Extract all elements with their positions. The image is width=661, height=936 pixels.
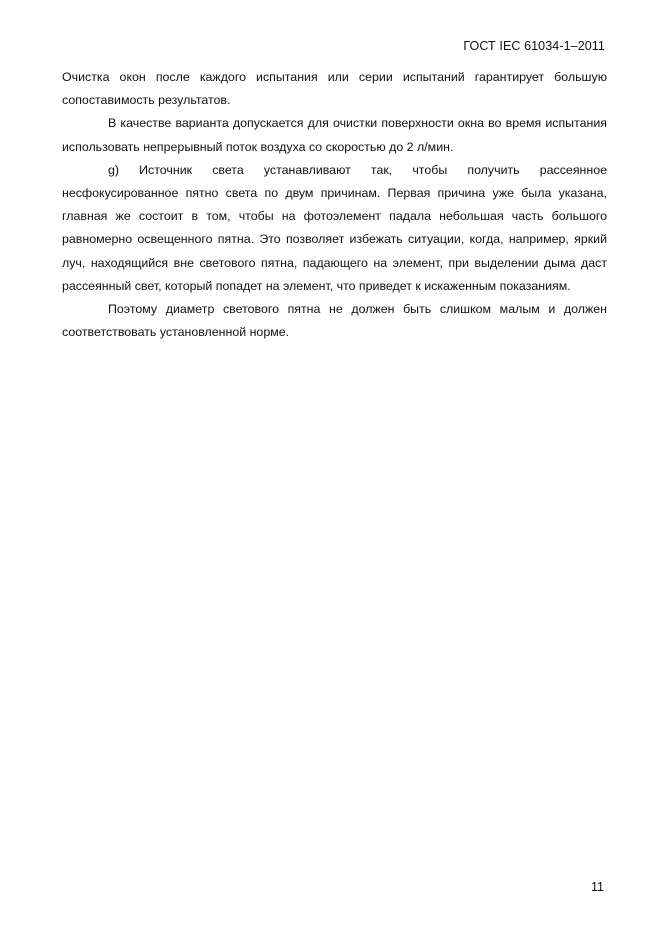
paragraph-spot-diameter: Поэтому диаметр светового пятна не должен быть слишком малым и должен соответствовать установленной норме. xyxy=(62,302,607,340)
paragraph-light-source: g) Источник света устанавливают так, чтобы получить рассеянное несфокусированное пятно света по двум причинам. Первая причина уже была указана, главная же состоит в том, чтобы на фотоэлемент падала небольшая часть большого равномерно освещенного пятна. Это позволяет избежать ситуации, когда, например, яркий луч, находящийся вне светового пятна, падающего на элемент, при выделении дыма даст рассеянный свет, который попадет на элемент, что приведет к искаженным показаниям. xyxy=(62,162,607,293)
document-header-code: ГОСТ IEC 61034-1–2011 xyxy=(463,39,605,53)
page-number: 11 xyxy=(591,880,604,894)
paragraph-airflow-option: В качестве варианта допускается для очистки поверхности окна во время испытания использовать непрерывный поток воздуха со скоростью до 2 л/мин. xyxy=(62,116,607,154)
paragraph-window-cleaning: Очистка окон после каждого испытания или серии испытаний гарантирует большую сопоставимость результатов. xyxy=(62,70,607,108)
document-body xyxy=(62,66,607,344)
